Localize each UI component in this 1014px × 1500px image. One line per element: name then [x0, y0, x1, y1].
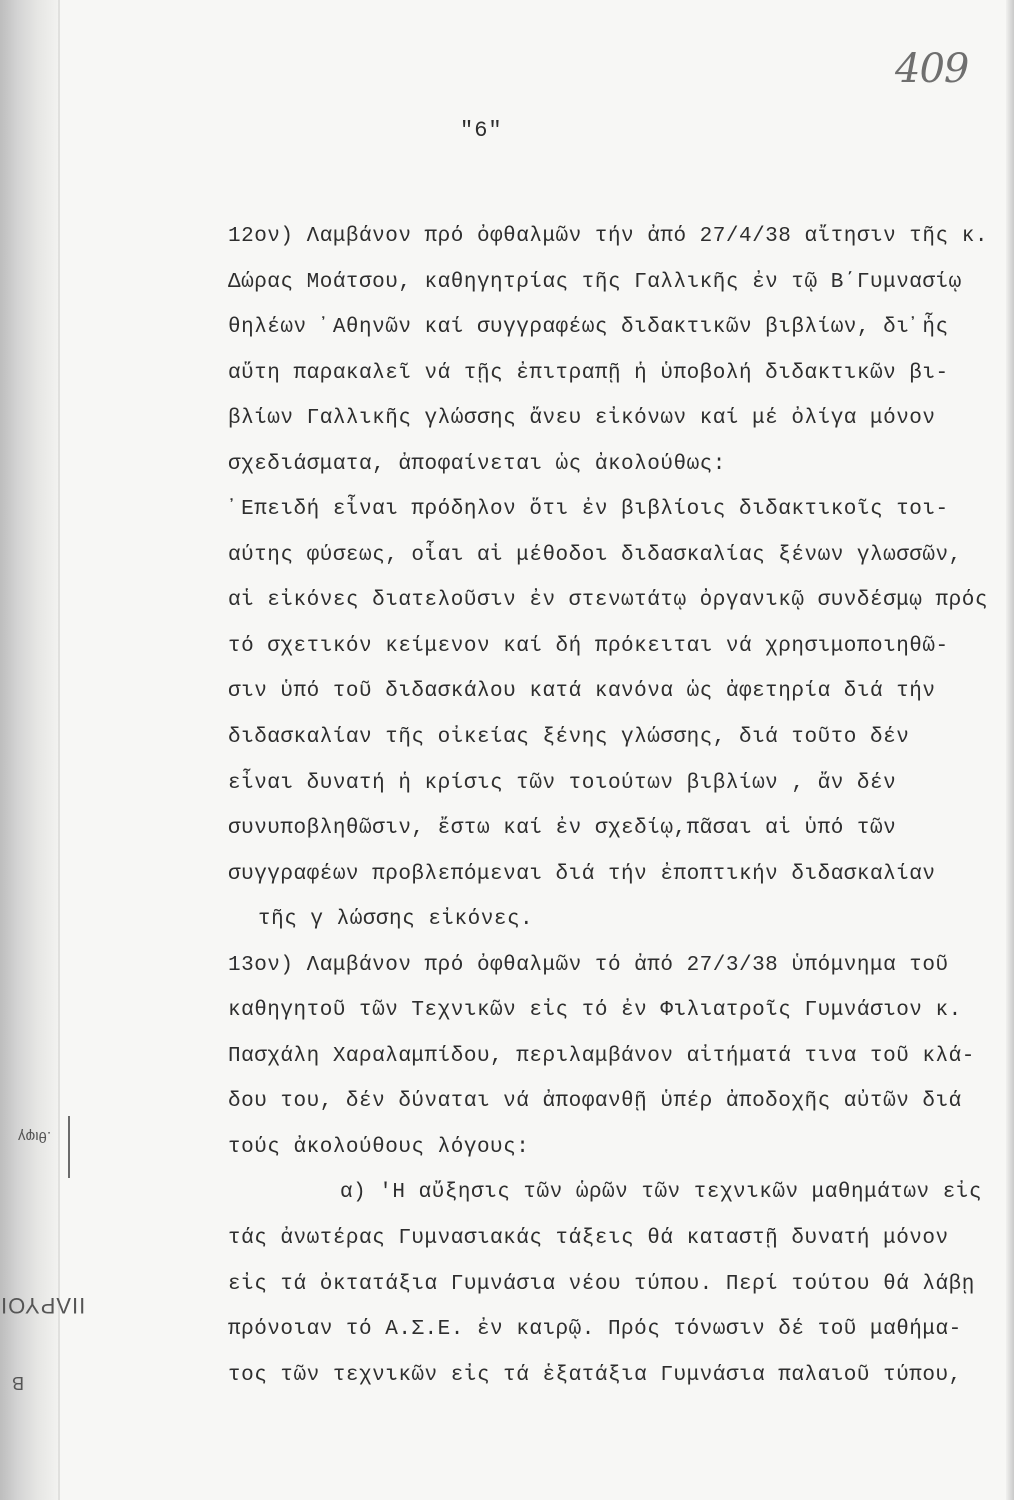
text-line: δου του, δέν δύναται νά ἀποφανθῇ ὑπέρ ἀποδοχῆς αὐτῶν διά — [228, 1090, 962, 1114]
text-line: εἰς τά ὀκτατάξια Γυμνάσια νέου τύπου. Περί τούτου θά λάβῃ — [228, 1272, 975, 1296]
text-line: συνυποβληθῶσιν, ἔστω καί ἐν σχεδίῳ,πᾶσαι αἱ ὑπό τῶν — [228, 817, 897, 841]
text-line: τάς ἀνωτέρας Γυμνασιακάς τάξεις θά καταστῇ δυνατή μόνον — [228, 1227, 949, 1251]
margin-fragment-c: B — [12, 1373, 25, 1393]
text-line: καθηγητοῦ τῶν Τεχνικῶν εἰς τό ἐν Φιλιατροῖς Γυμνάσιον κ. — [228, 999, 962, 1023]
text-line: πρόνοιαν τό Α.Σ.Ε. ἐν καιρῷ. Πρός τόνωσιν δέ τοῦ μαθήμα- — [228, 1318, 962, 1342]
text-line: θηλέων ᾿Αθηνῶν καί συγγραφέως διδακτικῶν βιβλίων, δι᾿ἧς — [228, 316, 949, 340]
text-line: τό σχετικόν κείμενον καί δή πρόκειται νά χρησιμοποιηθῶ- — [228, 634, 949, 658]
text-line: αὕτη παρακαλεῖ νά τῇς ἐπιτραπῇ ἡ ὑποβολή διδακτικῶν βι- — [228, 361, 949, 385]
text-line: συγγραφέων προβλεπόμεναι διά τήν ἐποπτικήν διδασκαλίαν — [228, 862, 936, 886]
text-line: σχεδιάσματα, ἀποφαίνεται ὡς ἀκολούθως: — [228, 452, 726, 476]
text-line: αύτης φύσεως, οἷαι αἱ μέθοδοι διδασκαλίας ξένων γλωσσῶν, — [228, 543, 962, 567]
text-line: Δώρας Μοάτσου, καθηγητρίας τῆς Γαλλικῆς ἐν τῷ Β΄Γυμνασίῳ — [228, 270, 962, 294]
text-line: εἶναι δυνατή ἡ κρίσις τῶν τοιούτων βιβλίων , ἄν δέν — [228, 771, 897, 795]
text-line: Πασχάλη Χαραλαμπίδου, περιλαμβάνον αἰτήματά τινα τοῦ κλά- — [228, 1044, 975, 1068]
text-line: αἱ εἰκόνες διατελοῦσιν ἐν στενωτάτῳ ὀργανικῷ συνδέσμῳ πρός — [228, 589, 988, 613]
margin-fragment-b: ΙΙΛΡΥΟΙ — [0, 1293, 86, 1318]
text-line: 12ον) Λαμβάνον πρό ὀφθαλμῶν τήν ἀπό 27/4/38 αἴτησιν τῆς κ. — [228, 225, 988, 248]
page-right-edge — [1006, 0, 1014, 1500]
text-line: βλίων Γαλλικῆς γλώσσης ἄνευ εἰκόνων καί μέ ὀλίγα μόνον — [228, 407, 936, 431]
binding-gutter — [0, 0, 60, 1500]
page-number: "6" — [460, 118, 503, 143]
text-line: α) 'Η αὔξησις τῶν ὡρῶν τῶν τεχνικῶν μαθημάτων εἰς — [340, 1181, 983, 1205]
text-line: διδασκαλίαν τῆς οἰκείας ξένης γλώσσης, διά τοῦτο δέν — [228, 726, 910, 750]
text-line: ᾿Επειδή εἶναι πρόδηλον ὅτι ἐν βιβλίοις διδακτικοῖς τοι- — [228, 498, 949, 522]
gutter-edge — [58, 0, 60, 1500]
margin-bracket — [58, 1116, 70, 1178]
text-line: τούς ἀκολούθους λόγους: — [228, 1135, 530, 1159]
text-line: σιν ὑπό τοῦ διδασκάλου κατά κανόνα ὡς ἀφετηρία διά τήν — [228, 680, 936, 704]
document-body — [228, 214, 988, 1398]
folio-number: 409 — [895, 46, 969, 92]
text-line: τος τῶν τεχνικῶν εἰς τά ἑξατάξια Γυμνάσια παλαιοῦ τύπου, — [228, 1363, 962, 1387]
text-line: 13ον) Λαμβάνον πρό ὀφθαλμῶν τό ἀπό 27/3/38 ὑπόμνημα τοῦ — [228, 953, 949, 977]
text-line: τῆς γ λώσσης εἰκόνες. — [258, 908, 534, 932]
margin-fragment-a: .θιφγ — [18, 1128, 52, 1145]
